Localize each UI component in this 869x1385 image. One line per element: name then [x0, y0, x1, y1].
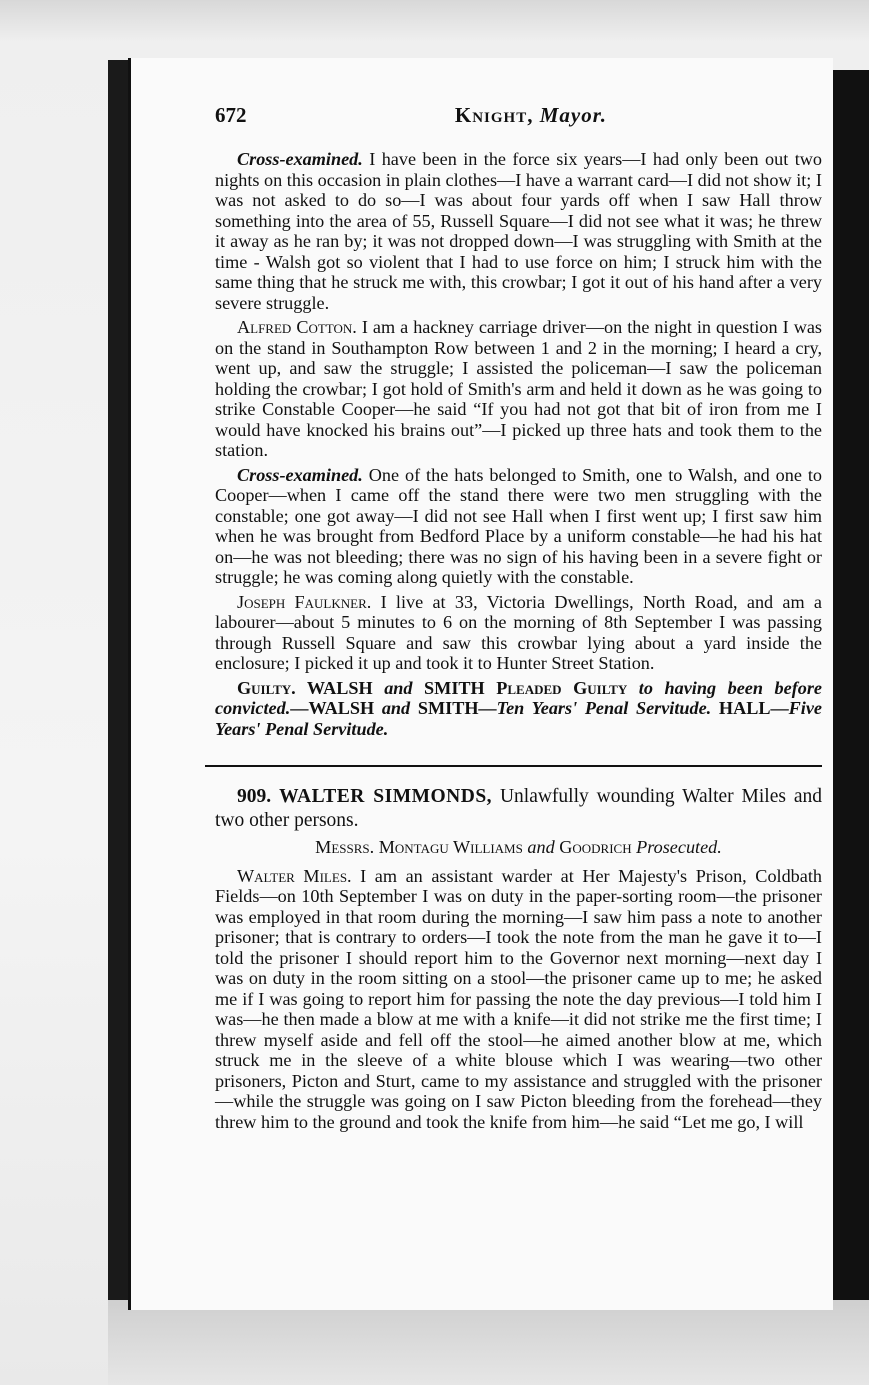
- page-header: [215, 105, 822, 149]
- paragraph-text: I am a hackney carriage driver—on the night in question I was on the stand in Southampton Row between 1 and 2 in the morning; I heard a cry, went up, and saw the struggle; I assisted the policeman—I saw the policeman holding the crowbar; I got hold of Smith's arm and held it down as he was going to strike Constable Cooper—he said “If you had not got that bit of iron from me I would have knocked his brains out”—I picked up three hats and took them to the station.: [215, 317, 822, 460]
- verdict-smith-2: SMITH: [410, 698, 479, 718]
- verdict-sentence: [215, 678, 822, 740]
- book-bottom-edge: [108, 1300, 869, 1385]
- counsel-line: [215, 837, 822, 858]
- verdict-and-2: and: [381, 698, 411, 718]
- verdict-ten-years: —Ten Years' Penal Servitude.: [478, 698, 712, 718]
- verdict-names-2: WALSH: [308, 698, 382, 718]
- counsel-and: and: [522, 837, 560, 857]
- verdict-smith: SMITH: [412, 677, 497, 698]
- paragraph-text: I have been in the force six years—I had only been out two nights on this occasion in plain clothes—I have a warrant card—I did not show it; I was not asked to do so—I was about four yards off when I saw Hall throw something into the area of 55, Russell Square—I did not see what it was; he threw it away as he ran by; it was not dropped down—I was struggling with Smith at the time - Walsh got so violent that I had to use force on him; I struck him with the same thing that he struck me with, this crowbar; I got it out of his hand after a very severe struggle.: [215, 149, 822, 313]
- counsel-role: Prosecuted.: [631, 837, 722, 857]
- case-charge: Unlawfully wounding Walter Miles and two other persons.: [215, 786, 822, 831]
- witness-name: Joseph Faulkner.: [237, 591, 372, 612]
- verdict-guilty: Guilty.: [237, 677, 296, 698]
- page-content: [215, 105, 822, 1136]
- verdict-pleaded: Pleaded Guilty: [496, 677, 628, 698]
- running-head-title: Mayor.: [539, 103, 607, 127]
- verdict-hall: HALL—: [711, 698, 789, 718]
- page-number: 672: [215, 103, 247, 127]
- verdict-five-years: Five Years' Penal Servitude.: [215, 698, 823, 739]
- counsel-second: Goodrich: [559, 837, 632, 857]
- verdict-before: to having been before convicted.: [215, 677, 823, 718]
- book-binding-left: [108, 60, 128, 1310]
- witness-name: Alfred Cotton.: [237, 317, 357, 337]
- running-head: [455, 105, 607, 126]
- paragraph-text: I live at 33, Victoria Dwellings, North Road, and am a labourer—about 5 minutes to 6 on the morning of 8th September I was passing through Russell Square and saw this crowbar lying about a yard inside the enclosure; I picked it up and took it to Hunter Street Station.: [215, 591, 822, 673]
- paragraph-lead: Cross-examined.: [237, 464, 363, 485]
- witness-name: Walter Miles.: [237, 865, 352, 886]
- paragraph-alfred-cotton: [215, 317, 822, 461]
- book-binding-right: [833, 70, 869, 1340]
- verdict-and: and: [384, 677, 413, 698]
- section-divider: [205, 765, 822, 767]
- case-heading: [215, 785, 822, 833]
- paragraph-walter-miles: [215, 866, 822, 1133]
- counsel-names: Messrs. Montagu Williams: [315, 837, 523, 857]
- case-defendant: WALTER SIMMONDS,: [271, 786, 493, 807]
- paragraph-lead: Cross-examined.: [237, 149, 363, 169]
- verdict-dash: —: [290, 698, 309, 718]
- verdict-names: WALSH: [295, 677, 385, 698]
- paragraph-text: One of the hats belonged to Smith, one to Walsh, and one to Cooper—when I came off the stand there were two men struggling with the constable; one got away—I did not see Hall when I first went up; I first saw him when he was brought from Bedford Place by a uniform constable—he had his hat on—he was not bleeding; there was no sign of his having been in a severe fight or struggle; he was coming along quietly with the constable.: [215, 464, 822, 587]
- paragraph-cross-examined-1: [215, 149, 822, 313]
- paragraph-text: I am an assistant warder at Her Majesty's Prison, Coldbath Fields—on 10th September I was on duty in the paper-sorting room—the prisoner was employed in that room during the morning—I saw him pass a note to another prisoner; that is contrary to orders—I took the note from the man he gave it to—I told the prisoner I should report him to the Governor next morning—next day I was on duty in the room sitting on a stool—the prisoner came up to me; he asked me if I was going to report him for passing the note the day previous—I told him I was—he then made a blow at me with a knife—it did not strike me the first time; I threw myself aside and fell off the stool—he aimed another blow at me, which struck me in the sleeve of a white blouse which I was wearing—two other prisoners, Picton and Sturt, came to my assistance and struggled with the prisoner—while the struggle was going on I saw Picton bleeding from the forehead—they threw him to the ground and took the knife from him—he said “Let me go, I will: [215, 865, 822, 1132]
- case-number: 909.: [237, 786, 272, 807]
- running-head-name: Knight,: [454, 103, 534, 127]
- paragraph-joseph-faulkner: [215, 592, 822, 674]
- paragraph-cross-examined-2: [215, 465, 822, 588]
